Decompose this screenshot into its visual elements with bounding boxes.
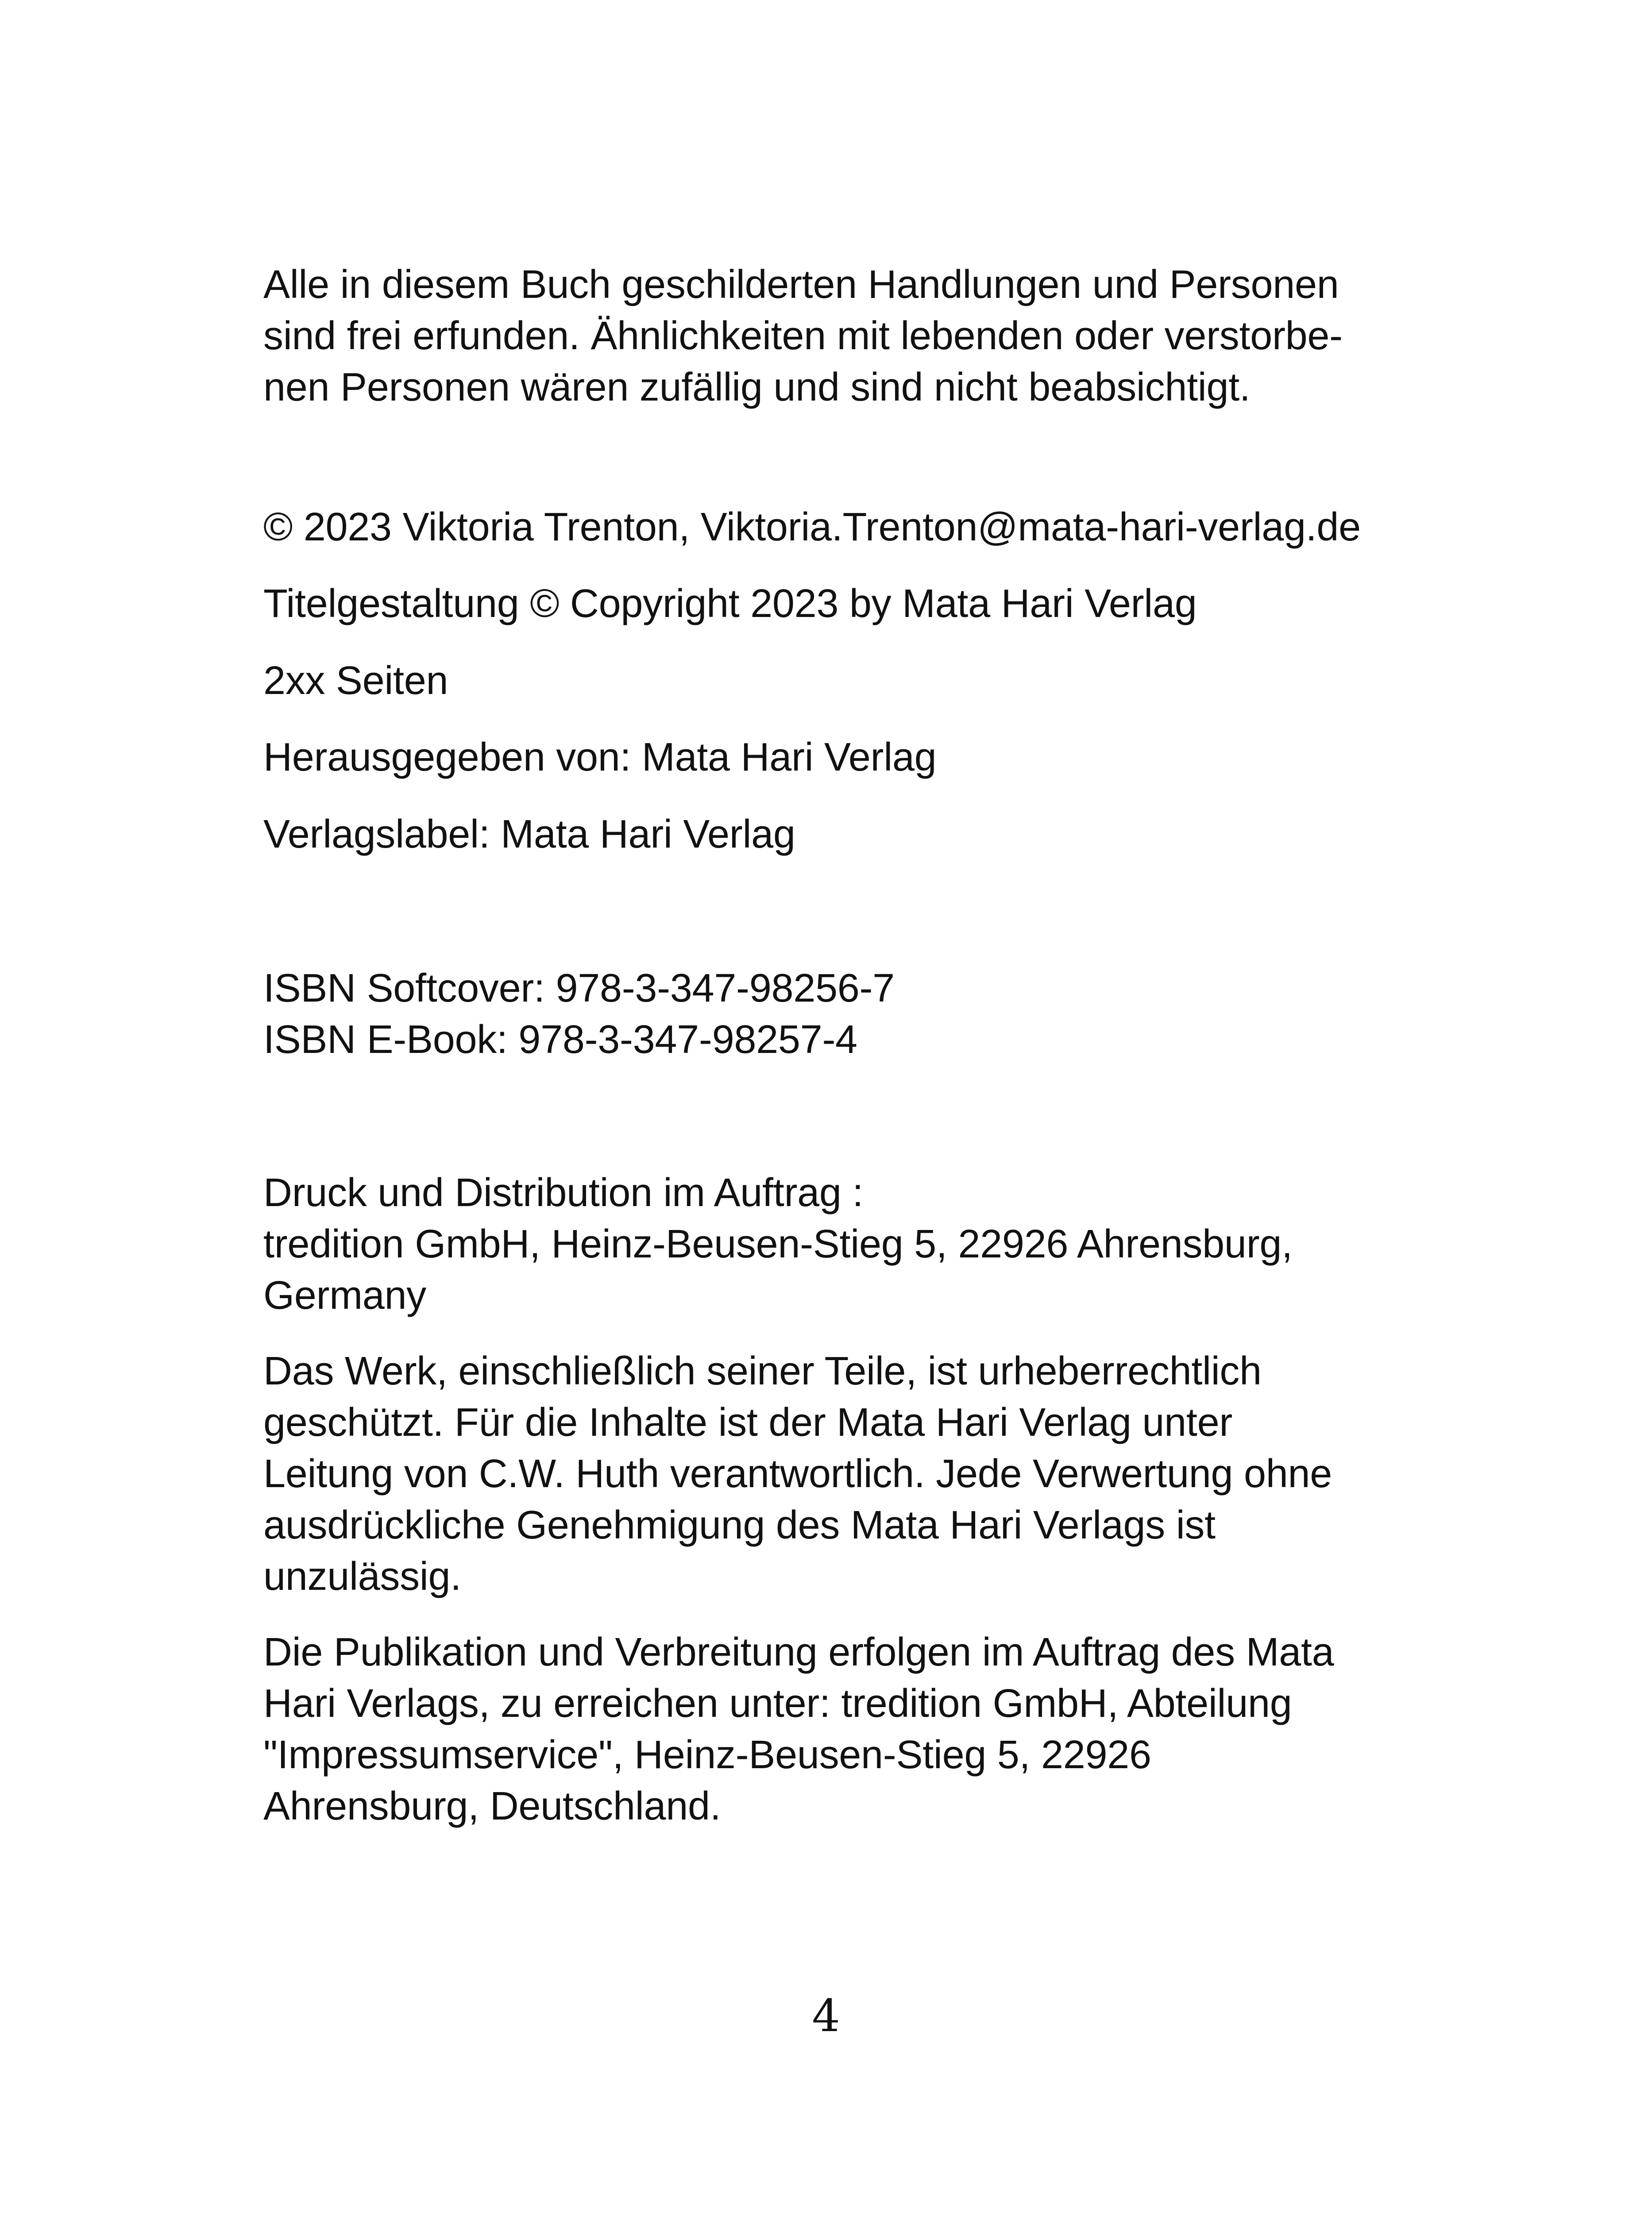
publication-paragraph [263, 1627, 1432, 1832]
publication-line: Hari Verlags, zu erreichen unter: tredition GmbH, Abteilung [263, 1681, 1292, 1726]
printing-line: Germany [263, 1273, 427, 1318]
isbn-block [263, 963, 1432, 1065]
disclaimer-line: Alle in diesem Buch geschilderten Handlungen und Personen [263, 262, 1339, 307]
rights-line: Das Werk, einschließlich seiner Teile, ist urheberrechtlich [263, 1349, 1262, 1393]
isbn-ebook: ISBN E-Book: 978-3-347-98257-4 [263, 1018, 857, 1062]
page-number: 4 [812, 1990, 840, 2042]
rights-line: unzulässig. [263, 1554, 461, 1599]
publication-line: Die Publikation und Verbreitung erfolgen im Auftrag des Mata [263, 1630, 1334, 1674]
printing-line: tredition GmbH, Heinz-Beusen-Stieg 5, 22926 Ahrensburg, [263, 1222, 1293, 1266]
publication-line: "Impressumservice", Heinz-Beusen-Stieg 5, 22926 [263, 1733, 1151, 1777]
printing-paragraph [263, 1167, 1432, 1321]
publication-line: Ahrensburg, Deutschland. [263, 1784, 721, 1828]
page-count-line: 2xx Seiten [263, 659, 448, 703]
disclaimer-line: nen Personen wären zufällig und sind nicht beabsichtigt. [263, 365, 1251, 409]
rights-line: Leitung von C.W. Huth verantwortlich. Jede Verwertung ohne [263, 1452, 1332, 1496]
isbn-softcover: ISBN Softcover: 978-3-347-98256-7 [263, 966, 895, 1010]
label-line: Verlagslabel: Mata Hari Verlag [263, 812, 795, 856]
cover-design-line: Titelgestaltung © Copyright 2023 by Mata Hari Verlag [263, 582, 1197, 626]
printing-line: Druck und Distribution im Auftrag : [263, 1171, 864, 1215]
copyright-line: © 2023 Viktoria Trenton, Viktoria.Trenton@mata-hari-verlag.de [263, 505, 1361, 549]
disclaimer-paragraph [263, 259, 1432, 413]
rights-paragraph [263, 1346, 1432, 1602]
disclaimer-line: sind frei erfunden. Ähnlichkeiten mit lebenden oder verstorbe- [263, 314, 1343, 358]
publisher-line: Herausgegeben von: Mata Hari Verlag [263, 735, 937, 779]
rights-line: geschützt. Für die Inhalte ist der Mata Hari Verlag unter [263, 1400, 1232, 1445]
rights-line: ausdrückliche Genehmigung des Mata Hari Verlags ist [263, 1503, 1216, 1547]
